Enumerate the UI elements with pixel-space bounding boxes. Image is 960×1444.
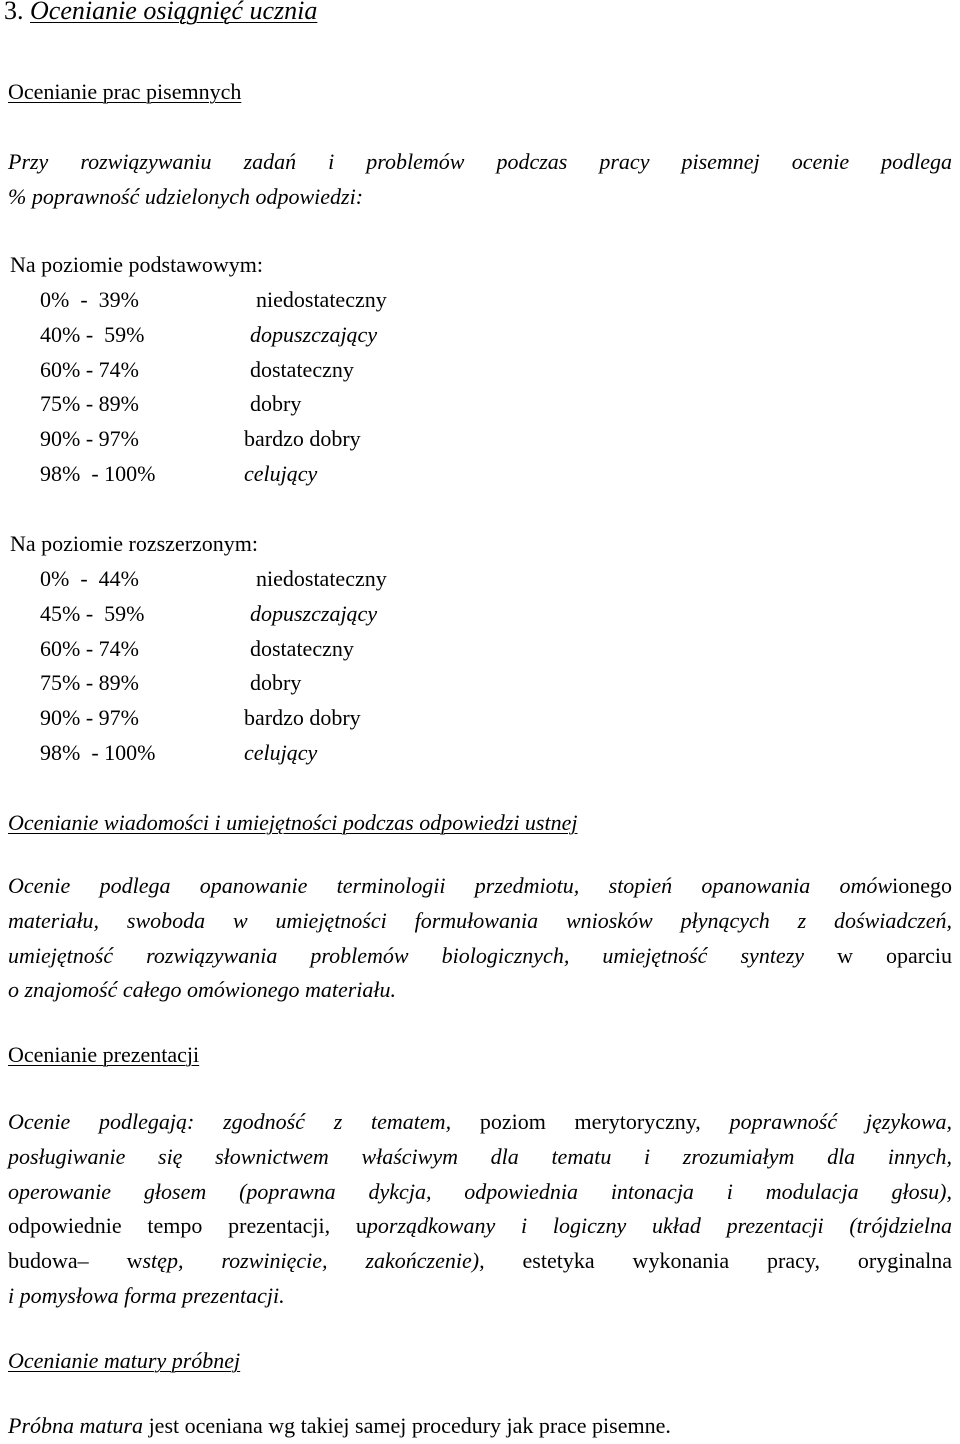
text-run: estetyka wykonania pracy, oryginalna [484, 1248, 952, 1274]
text-line [8, 869, 952, 904]
written-work-intro [8, 145, 952, 215]
grade-name: dostateczny [250, 635, 354, 661]
grade-name: dopuszczający [250, 321, 378, 347]
text-run: porządkowany i logiczny układ prezentacji (trójdzielna [366, 1213, 952, 1239]
extended-level-label: Na poziomie rozszerzonym: [10, 531, 259, 556]
text-run: Ocenie podlega opanowanie terminologii przedmiotu, stopień opanowania omów [8, 873, 893, 898]
chapter-number: 3. [4, 0, 24, 25]
grade-name: celujący [244, 461, 318, 486]
text-run: umiejętność rozwiązywania problemów biologicznych, umiejętność syntezy [8, 942, 805, 968]
grade-row [0, 357, 960, 392]
text-line [8, 1409, 952, 1444]
grade-row [0, 566, 960, 601]
text-run: Próbna matura [8, 1413, 144, 1438]
percent-range: 75% - 89% [40, 670, 139, 696]
percent-range: 90% - 97% [40, 426, 139, 452]
grade-row [0, 705, 960, 740]
text-line [8, 973, 952, 1008]
text-run: o znajomość całego omówionego materiału. [8, 977, 397, 1003]
text-line [8, 180, 952, 215]
text-line [8, 904, 952, 939]
text-run: poziom merytoryczny, [451, 1109, 730, 1134]
text-line [8, 1279, 952, 1314]
percent-range: 98% - 100% [40, 740, 156, 765]
grade-name: celujący [244, 740, 318, 765]
text-run: i pomysłowa forma prezentacji. [8, 1282, 285, 1308]
chapter-heading [4, 0, 317, 26]
text-run: materiału, swoboda w umiejętności formułowania wniosków płynących z doświadczeń, [8, 907, 952, 933]
grade-name: bardzo dobry [244, 426, 361, 452]
percent-range: 0% - 39% [40, 287, 139, 312]
text-run: stęp, rozwinięcie, zakończenie), [142, 1248, 485, 1274]
percent-range: 98% - 100% [40, 461, 156, 486]
presentation-paragraph [8, 1105, 952, 1314]
grade-row [0, 740, 960, 775]
percent-range: 60% - 74% [40, 635, 139, 661]
grade-name: dobry [250, 391, 302, 417]
heading-oral-answer: Ocenianie wiadomości i umiejętności podczas odpowiedzi ustnej [8, 810, 578, 835]
percent-range: 45% - 59% [40, 600, 145, 626]
text-run: Przy rozwiązywaniu zadań i problemów podczas pracy pisemnej ocenie podlega [8, 149, 952, 174]
text-run: w oparciu [804, 942, 952, 968]
grade-row [0, 461, 960, 496]
grade-row [0, 322, 960, 357]
grade-name: dobry [250, 670, 302, 696]
heading-written-work: Ocenianie prac pisemnych [8, 79, 242, 104]
percent-range: 40% - 59% [40, 321, 145, 347]
text-line [8, 1209, 952, 1244]
heading-mock-matura: Ocenianie matury próbnej [8, 1348, 241, 1373]
text-run: odpowiednie tempo prezentacji, u [8, 1213, 367, 1239]
grade-name: niedostateczny [256, 566, 387, 591]
text-line [8, 1175, 952, 1210]
percent-range: 75% - 89% [40, 391, 139, 417]
percent-range: 90% - 97% [40, 705, 139, 731]
grade-row [0, 391, 960, 426]
text-line [8, 1244, 952, 1279]
percent-range: 0% - 44% [40, 566, 139, 591]
oral-answer-paragraph [8, 869, 952, 1008]
grade-name: bardzo dobry [244, 705, 361, 731]
text-run: % poprawność udzielonych odpowiedzi: [8, 183, 364, 209]
grade-row [0, 636, 960, 671]
text-run: posługiwanie się słownictwem właściwym dla tematu i zrozumiałym dla innych, [8, 1143, 952, 1169]
grade-row [0, 287, 960, 322]
mock-matura-paragraph [8, 1409, 952, 1444]
grade-name: dopuszczający [250, 600, 378, 626]
text-run: budowa– w [8, 1248, 143, 1274]
text-run: operowanie głosem (poprawna dykcja, odpowiednia intonacja i modulacja głosu), [8, 1178, 952, 1204]
text-run: jest oceniana wg takiej samej procedury jak prace pisemne. [143, 1413, 671, 1438]
text-line [8, 1105, 952, 1140]
text-line [8, 1140, 952, 1175]
text-run: Ocenie podlegają: zgodność z tematem, [8, 1109, 452, 1134]
text-line [8, 939, 952, 974]
chapter-title: Ocenianie osiągnięć ucznia [30, 0, 318, 25]
grade-row [0, 670, 960, 705]
basic-level-label: Na poziomie podstawowym: [10, 252, 263, 277]
heading-presentation: Ocenianie prezentacji [8, 1042, 200, 1067]
percent-range: 60% - 74% [40, 356, 139, 382]
text-line [8, 145, 952, 180]
grade-name: dostateczny [250, 356, 354, 382]
grade-row [0, 426, 960, 461]
text-run: poprawność językowa, [729, 1109, 953, 1134]
grade-name: niedostateczny [256, 287, 387, 312]
grade-row [0, 601, 960, 636]
text-run: ionego [892, 873, 952, 898]
